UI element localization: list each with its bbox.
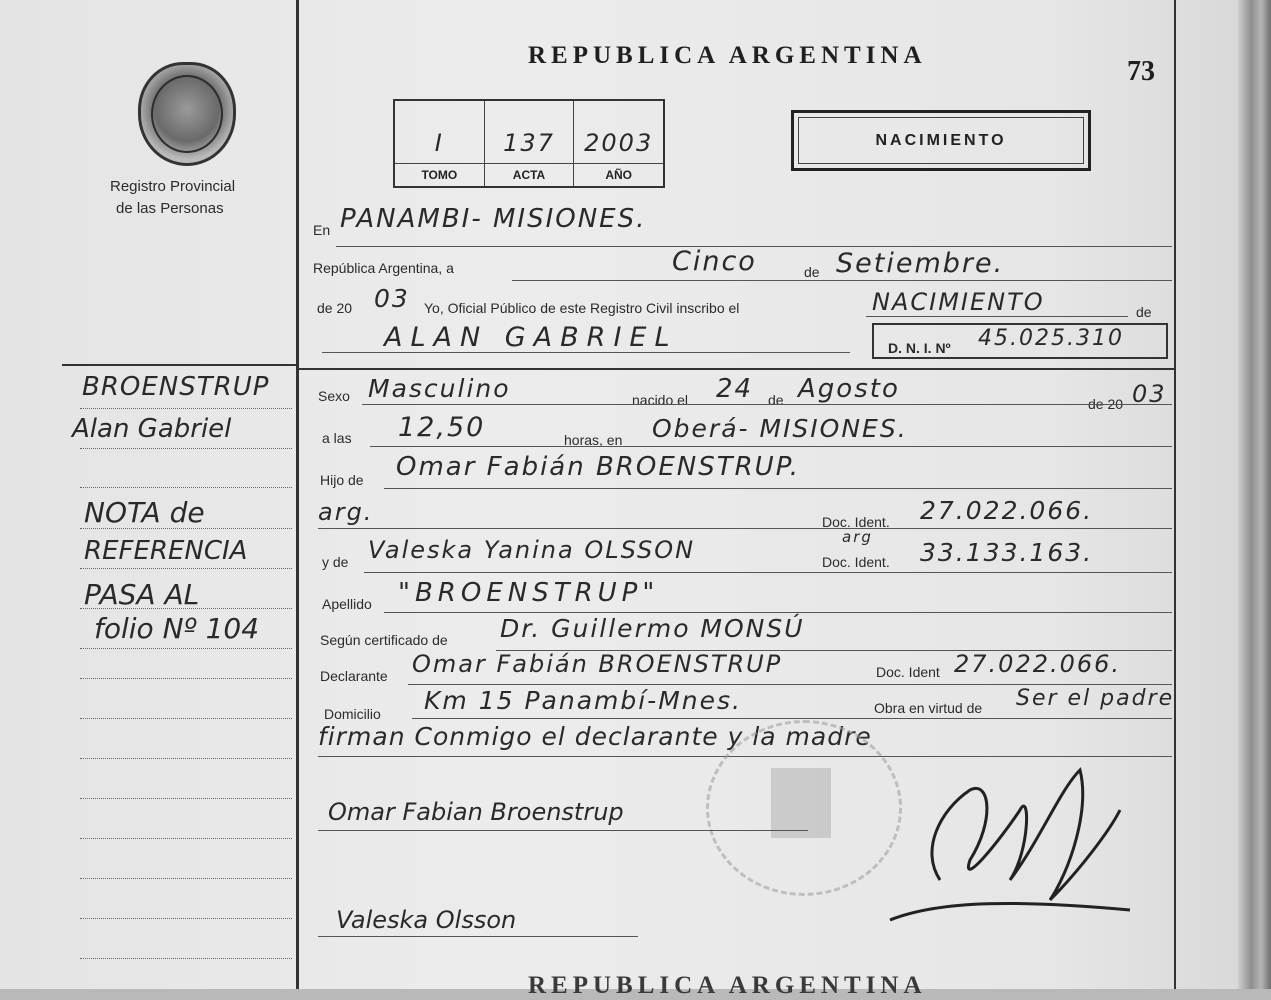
line [318, 528, 1172, 529]
value-padre: Omar Fabián BROENSTRUP. [396, 452, 801, 482]
line [362, 404, 1172, 405]
signature-line [318, 830, 808, 831]
margin-line [80, 878, 292, 879]
label-doc-ident-2: Doc. Ident. [822, 554, 890, 570]
label-de2: de [1136, 304, 1152, 320]
anio-label: AÑO [574, 163, 663, 186]
label-de: de [804, 264, 820, 280]
label-apellido: Apellido [322, 596, 372, 612]
margin-line [80, 408, 292, 409]
registry-name-line1: Registro Provincial [110, 178, 236, 195]
margin-divider-right [1174, 0, 1176, 989]
value-lugar-nac: Oberá- MISIONES. [652, 414, 908, 443]
value-dia-nac: 24 [716, 374, 754, 404]
label-hijo-de: Hijo de [320, 472, 364, 488]
label-declarante: Declarante [320, 668, 388, 684]
value-lugar: PANAMBI- MISIONES. [340, 204, 647, 234]
tomo-cell [395, 101, 485, 186]
margin-given-name: Alan Gabriel [72, 414, 232, 444]
label-segun: Según certificado de [320, 632, 448, 648]
label-doc-ident-1: Doc. Ident. [822, 514, 890, 530]
label-de-20b: de 20 [1088, 396, 1124, 412]
margin-line [80, 758, 292, 759]
registry-name-line2: de las Personas [116, 200, 224, 217]
label-a-las: a las [322, 430, 352, 446]
value-apellido: "BROENSTRUP" [398, 578, 660, 608]
value-tipo: NACIMIENTO [872, 288, 1045, 316]
value-madre-nac: arg [842, 528, 873, 546]
label-doc-ident-3: Doc. Ident [876, 664, 940, 680]
margin-line [80, 918, 292, 919]
acta-cell [485, 101, 575, 186]
margin-divider-left [296, 0, 299, 989]
signature-line [318, 936, 638, 937]
line [512, 280, 1172, 281]
next-page-title: REPUBLICA ARGENTINA [528, 972, 927, 999]
value-dia: Cinco [672, 246, 757, 277]
margin-line [80, 648, 292, 649]
value-dni: 45.025.310 [978, 326, 1124, 351]
margin-line [80, 568, 292, 569]
margin-line [80, 678, 292, 679]
label-obra: Obra en virtud de [874, 700, 983, 716]
line [384, 612, 1172, 613]
margin-note-1: NOTA de [84, 496, 205, 529]
value-firma-linea: firman Conmigo el declarante y la madre [318, 722, 872, 751]
acta-label: ACTA [485, 163, 574, 186]
label-dni: D. N. I. Nº [888, 340, 951, 356]
official-stamp [706, 720, 902, 896]
line [408, 684, 1172, 685]
volume-box [393, 99, 665, 188]
official-signature [880, 750, 1140, 940]
section-rule [296, 368, 1174, 370]
signature-father: Omar Fabian Broenstrup [328, 798, 624, 826]
page-number: 73 [1127, 56, 1155, 87]
margin-line [80, 448, 292, 449]
value-mes-nac: Agosto [798, 374, 900, 404]
margin-surname: BROENSTRUP [82, 372, 270, 402]
label-domicilio: Domicilio [324, 706, 381, 722]
value-madre-doc: 33.133.163. [920, 538, 1094, 567]
margin-line [80, 487, 292, 488]
value-anio-nac: 03 [1132, 380, 1167, 408]
margin-note-2: REFERENCIA [84, 536, 248, 566]
record-type: NACIMIENTO [798, 117, 1084, 164]
book-page-edges [1238, 0, 1271, 989]
margin-note-4: folio Nº 104 [94, 612, 260, 645]
value-nombre: ALAN GABRIEL [384, 322, 678, 353]
value-obra: Ser el padre [1016, 686, 1175, 711]
page-title: REPUBLICA ARGENTINA [528, 42, 927, 69]
acta-value: 137 [503, 129, 555, 157]
value-hora: 12,50 [398, 412, 486, 443]
margin-note-3: PASA AL [84, 578, 200, 611]
value-padre-doc: 27.022.066. [920, 496, 1094, 525]
label-de-20: de 20 [317, 300, 353, 316]
tomo-value: I [434, 129, 444, 157]
label-en: En [313, 222, 331, 238]
value-madre: Valeska Yanina OLSSON [368, 536, 696, 564]
value-anio-corto: 03 [374, 284, 410, 313]
label-horas-en: horas, en [564, 432, 623, 448]
misiones-seal-icon [138, 62, 236, 166]
value-padre-nac: arg. [318, 498, 374, 526]
line [370, 446, 1172, 447]
line [412, 718, 1172, 719]
value-certificado: Dr. Guillermo MONSÚ [500, 614, 805, 643]
margin-line [80, 798, 292, 799]
label-yo: Yo, Oficial Público de este Registro Civil inscribo el [424, 300, 740, 316]
value-declarante-doc: 27.022.066. [954, 650, 1122, 678]
margin-line [80, 958, 292, 959]
line [866, 316, 1128, 317]
label-nacido: nacido el [632, 392, 689, 408]
line [384, 488, 1172, 489]
value-declarante: Omar Fabián BROENSTRUP [412, 650, 783, 678]
line [364, 572, 1172, 573]
value-mes: Setiembre. [836, 248, 1005, 279]
label-de3: de [768, 392, 784, 408]
label-y-de: y de [322, 554, 349, 570]
label-republica: República Argentina, a [313, 260, 454, 276]
anio-value: 2003 [584, 129, 654, 157]
line [322, 352, 850, 353]
margin-line [80, 718, 292, 719]
tomo-label: TOMO [395, 163, 484, 186]
margin-rule-top [62, 364, 296, 366]
anio-cell [574, 101, 663, 186]
margin-line [80, 838, 292, 839]
value-domicilio: Km 15 Panambí-Mnes. [424, 686, 742, 715]
label-sexo: Sexo [318, 388, 350, 404]
signature-mother: Valeska Olsson [336, 906, 517, 934]
record-type-box [791, 110, 1091, 171]
value-sexo: Masculino [368, 374, 511, 403]
